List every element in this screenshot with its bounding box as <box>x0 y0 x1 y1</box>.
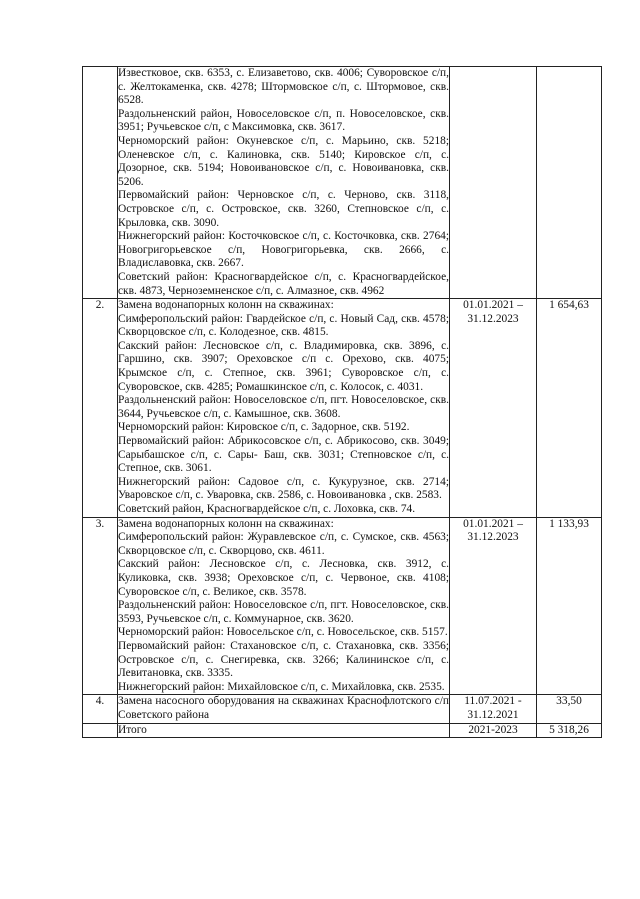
row-period: 01.01.2021 – 31.12.2023 <box>450 517 537 695</box>
total-number-cell <box>83 723 118 738</box>
row-period: 11.07.2021 - 31.12.2021 <box>450 695 537 723</box>
description-line: Замена насосного оборудования на скважинах Краснофлотского с/п Советского района <box>118 695 449 721</box>
description-line: Советский район, Красногвардейское с/п, с. Лоховка, скв. 74. <box>118 503 416 515</box>
row-description <box>118 299 450 518</box>
row-number <box>83 67 118 299</box>
description-line: Раздольненский район, Новоселовское с/п, п. Новоселовское, скв. 3951; Ручьевское с/п, с Максимовка, скв. 3617. <box>118 107 449 134</box>
table-row <box>83 67 602 299</box>
total-row <box>83 723 602 738</box>
row-period: 01.01.2021 – 31.12.2023 <box>450 299 537 518</box>
total-amount: 5 318,26 <box>537 723 602 738</box>
table-row <box>83 517 602 695</box>
works-table <box>82 66 602 738</box>
description-line: Нижнегорский район: Косточковское с/п, с. Косточковка, скв. 2764; Новогригорьевское с/п, Новогригорьевка, скв. 2666, с. Владиславовка, скв. 2667. <box>118 230 449 270</box>
description-line: Замена водонапорных колонн на скважинах: <box>118 299 334 312</box>
row-number: 4. <box>83 695 118 723</box>
works-table-body <box>83 67 602 738</box>
row-amount: 1 133,93 <box>537 517 602 695</box>
row-amount: 33,50 <box>537 695 602 723</box>
table-row <box>83 695 602 723</box>
row-description <box>118 517 450 695</box>
description-line: Симферопольский район: Журавлевское с/п, с. Сумское, скв. 4563; Скворцовское с/п, с. Скворцово, скв. 4611. <box>118 531 449 557</box>
total-label: Итого <box>118 723 450 738</box>
description-line: Советский район: Красногвардейское с/п, с. Красногвардейское, скв. 4873, Черноземненское с/п, с. Алмазное, скв. 4962 <box>118 270 449 297</box>
description-line: Раздольненский район: Новоселовское с/п, пгт. Новоселовское, скв. 3644, Ручьевское с/п, с. Камышное, скв. 3608. <box>118 394 449 420</box>
description-line: Нижнегорский район: Михайловское с/п, с. Михайловка, скв. 2535. <box>118 680 445 693</box>
description-line: Первомайский район: Стахановское с/п, с. Стахановка, скв. 3356; Островское с/п, с. Снегиревка, скв. 3266; Калининское с/п, с. Левитановка, скв. 3335. <box>118 639 449 680</box>
description-line: Первомайский район: Абрикосовское с/п, с. Абрикосово, скв. 3049; Сарыбашское с/п, с. Сары- Баш, скв. 3031; Степновское с/п, с. Степное, скв. 3061. <box>118 435 449 475</box>
row-amount <box>537 67 602 299</box>
row-amount: 1 654,63 <box>537 299 602 518</box>
description-line: Сакский район: Лесновское с/п, с. Лесновка, скв. 3912, с. Куликовка, скв. 3938; Ореховское с/п, с. Червоное, скв. 4108; Суворовское с/п, с. Великое, скв. 3578. <box>118 558 449 598</box>
row-description <box>118 67 450 299</box>
row-period <box>450 67 537 299</box>
description-line: Нижнегорский район: Садовое с/п, с. Кукурузное, скв. 2714; Уваровское с/п, с. Уваровка, скв. 2586, с. Новоивановка , скв. 2583. <box>118 475 449 502</box>
description-line: Известковое, скв. 6353, с. Елизаветово, скв. 4006; Суворовское с/п, с. Желтокаменка, скв. 4278; Штормовское с/п, с. Штормовое, скв. 6528. <box>118 67 449 107</box>
description-line: Замена водонапорных колонн на скважинах: <box>118 517 334 530</box>
description-line: Симферопольский район: Гвардейское с/п, с. Новый Сад, скв. 4578; Скворцовское с/п, с. Колодезное, скв. 4815. <box>118 312 449 339</box>
description-line: Первомайский район: Черновское с/п, с. Черново, скв. 3118, Островское с/п, с. Островское, скв. 3260, Степновское с/п, с. Крыловка, скв. 3090. <box>118 189 449 229</box>
description-line: Черноморский район: Окуневское с/п, с. Марьино, скв. 5218; Оленевское с/п, с. Калиновка, скв. 5140; Кировское с/п, с. Дозорное, скв. 5194; Новоивановское с/п, с. Новоивановка, скв. 5206. <box>118 134 449 188</box>
description-line: Черноморский район: Кировское с/п, с. Задорное, скв. 5192. <box>118 421 410 434</box>
total-period: 2021-2023 <box>450 723 537 738</box>
row-number: 2. <box>83 299 118 518</box>
description-line: Сакский район: Лесновское с/п, с. Владимировка, скв. 3896, с. Гаршино, скв. 3907; Ореховское с/п с. Орехово, скв. 4075; Крымское с/п, с. Степное, скв. 3961; Суворовское с/п, с. Суворовское, скв. 4285; Ромашкинское с/п, с. Колосок, с. 4031. <box>118 339 449 393</box>
description-line: Черноморский район: Новосельское с/п, с. Новосельское, скв. 5157. <box>118 626 448 639</box>
description-line: Раздольненский район: Новоселовское с/п, пгт. Новоселовское, скв. 3593, Ручьевское с/п, с. Коммунарное, скв. 3620. <box>118 599 449 625</box>
row-description <box>118 695 450 723</box>
table-row <box>83 299 602 518</box>
row-number: 3. <box>83 517 118 695</box>
